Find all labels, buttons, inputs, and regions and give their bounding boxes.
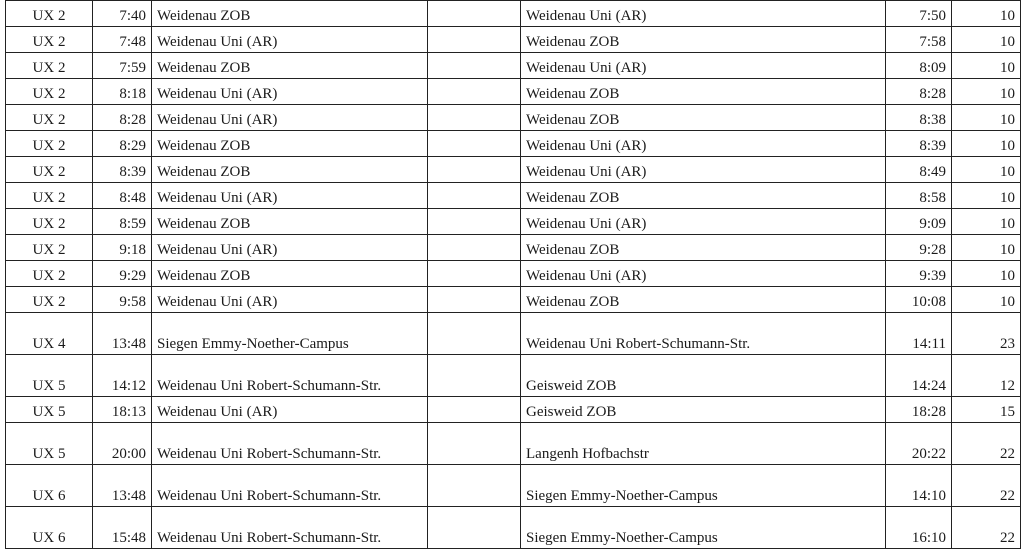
departure-cell: 9:58 [93,287,152,313]
line-cell: UX 6 [6,507,93,549]
empty-cell [428,209,521,235]
origin-cell: Weidenau Uni (AR) [152,183,428,209]
arrival-cell: 14:10 [886,465,952,507]
table-row [6,79,1021,105]
arrival-cell: 9:39 [886,261,952,287]
destination-cell: Weidenau Uni (AR) [521,157,886,183]
origin-cell: Weidenau Uni (AR) [152,105,428,131]
origin-cell: Weidenau Uni (AR) [152,235,428,261]
arrival-cell: 8:58 [886,183,952,209]
duration-cell: 10 [952,1,1021,27]
empty-cell [428,131,521,157]
arrival-cell: 20:22 [886,423,952,465]
table-row [6,27,1021,53]
empty-cell [428,355,521,397]
destination-cell: Weidenau ZOB [521,27,886,53]
arrival-cell: 8:39 [886,131,952,157]
destination-cell: Weidenau ZOB [521,183,886,209]
line-cell: UX 2 [6,261,93,287]
departure-cell: 14:12 [93,355,152,397]
line-cell: UX 5 [6,355,93,397]
origin-cell: Weidenau ZOB [152,1,428,27]
table-row [6,355,1021,397]
line-cell: UX 2 [6,1,93,27]
duration-cell: 22 [952,423,1021,465]
empty-cell [428,105,521,131]
line-cell: UX 2 [6,131,93,157]
line-cell: UX 2 [6,183,93,209]
table-row [6,261,1021,287]
destination-cell: Weidenau Uni (AR) [521,131,886,157]
arrival-cell: 8:09 [886,53,952,79]
arrival-cell: 7:50 [886,1,952,27]
empty-cell [428,423,521,465]
arrival-cell: 8:49 [886,157,952,183]
arrival-cell: 8:28 [886,79,952,105]
empty-cell [428,1,521,27]
duration-cell: 10 [952,235,1021,261]
empty-cell [428,313,521,355]
origin-cell: Weidenau Uni Robert-Schumann-Str. [152,507,428,549]
arrival-cell: 8:38 [886,105,952,131]
line-cell: UX 2 [6,79,93,105]
origin-cell: Weidenau Uni Robert-Schumann-Str. [152,423,428,465]
line-cell: UX 2 [6,53,93,79]
line-cell: UX 2 [6,27,93,53]
origin-cell: Weidenau Uni (AR) [152,397,428,423]
departure-cell: 8:29 [93,131,152,157]
empty-cell [428,261,521,287]
departure-cell: 7:40 [93,1,152,27]
arrival-cell: 14:11 [886,313,952,355]
destination-cell: Geisweid ZOB [521,397,886,423]
table-row [6,131,1021,157]
table-row [6,105,1021,131]
arrival-cell: 16:10 [886,507,952,549]
departure-cell: 20:00 [93,423,152,465]
empty-cell [428,465,521,507]
table-row [6,423,1021,465]
departure-cell: 7:59 [93,53,152,79]
destination-cell: Weidenau ZOB [521,79,886,105]
table-row [6,507,1021,549]
destination-cell: Weidenau Uni (AR) [521,53,886,79]
departure-cell: 15:48 [93,507,152,549]
empty-cell [428,27,521,53]
duration-cell: 10 [952,183,1021,209]
duration-cell: 10 [952,53,1021,79]
destination-cell: Weidenau ZOB [521,287,886,313]
arrival-cell: 18:28 [886,397,952,423]
departure-cell: 9:18 [93,235,152,261]
destination-cell: Weidenau Uni (AR) [521,1,886,27]
duration-cell: 22 [952,507,1021,549]
table-row [6,157,1021,183]
line-cell: UX 2 [6,287,93,313]
departure-cell: 8:59 [93,209,152,235]
arrival-cell: 10:08 [886,287,952,313]
duration-cell: 10 [952,157,1021,183]
empty-cell [428,79,521,105]
empty-cell [428,397,521,423]
origin-cell: Weidenau ZOB [152,261,428,287]
destination-cell: Siegen Emmy-Noether-Campus [521,507,886,549]
departure-cell: 9:29 [93,261,152,287]
duration-cell: 10 [952,261,1021,287]
departure-cell: 8:18 [93,79,152,105]
line-cell: UX 2 [6,209,93,235]
empty-cell [428,157,521,183]
line-cell: UX 4 [6,313,93,355]
destination-cell: Siegen Emmy-Noether-Campus [521,465,886,507]
line-cell: UX 2 [6,157,93,183]
departure-cell: 13:48 [93,313,152,355]
duration-cell: 22 [952,465,1021,507]
departure-cell: 13:48 [93,465,152,507]
destination-cell: Weidenau Uni (AR) [521,261,886,287]
empty-cell [428,183,521,209]
empty-cell [428,235,521,261]
empty-cell [428,287,521,313]
line-cell: UX 6 [6,465,93,507]
table-row [6,235,1021,261]
origin-cell: Weidenau Uni (AR) [152,287,428,313]
duration-cell: 15 [952,397,1021,423]
origin-cell: Weidenau ZOB [152,209,428,235]
destination-cell: Weidenau ZOB [521,235,886,261]
table-row [6,465,1021,507]
table-row [6,209,1021,235]
origin-cell: Weidenau Uni (AR) [152,79,428,105]
table-row [6,397,1021,423]
origin-cell: Weidenau ZOB [152,157,428,183]
empty-cell [428,53,521,79]
duration-cell: 10 [952,287,1021,313]
duration-cell: 10 [952,27,1021,53]
table-row [6,313,1021,355]
table-row [6,287,1021,313]
arrival-cell: 14:24 [886,355,952,397]
origin-cell: Weidenau ZOB [152,131,428,157]
duration-cell: 10 [952,209,1021,235]
table-row [6,53,1021,79]
line-cell: UX 5 [6,423,93,465]
timetable [5,0,1021,549]
arrival-cell: 9:28 [886,235,952,261]
departure-cell: 7:48 [93,27,152,53]
line-cell: UX 2 [6,105,93,131]
duration-cell: 12 [952,355,1021,397]
destination-cell: Geisweid ZOB [521,355,886,397]
origin-cell: Siegen Emmy-Noether-Campus [152,313,428,355]
destination-cell: Langenh Hofbachstr [521,423,886,465]
duration-cell: 10 [952,79,1021,105]
duration-cell: 23 [952,313,1021,355]
origin-cell: Weidenau ZOB [152,53,428,79]
table-row [6,183,1021,209]
origin-cell: Weidenau Uni Robert-Schumann-Str. [152,355,428,397]
departure-cell: 8:39 [93,157,152,183]
origin-cell: Weidenau Uni Robert-Schumann-Str. [152,465,428,507]
empty-cell [428,507,521,549]
destination-cell: Weidenau ZOB [521,105,886,131]
departure-cell: 8:48 [93,183,152,209]
destination-cell: Weidenau Uni (AR) [521,209,886,235]
duration-cell: 10 [952,131,1021,157]
departure-cell: 8:28 [93,105,152,131]
arrival-cell: 9:09 [886,209,952,235]
line-cell: UX 2 [6,235,93,261]
origin-cell: Weidenau Uni (AR) [152,27,428,53]
line-cell: UX 5 [6,397,93,423]
arrival-cell: 7:58 [886,27,952,53]
duration-cell: 10 [952,105,1021,131]
timetable-body [6,1,1021,549]
table-row [6,1,1021,27]
destination-cell: Weidenau Uni Robert-Schumann-Str. [521,313,886,355]
departure-cell: 18:13 [93,397,152,423]
